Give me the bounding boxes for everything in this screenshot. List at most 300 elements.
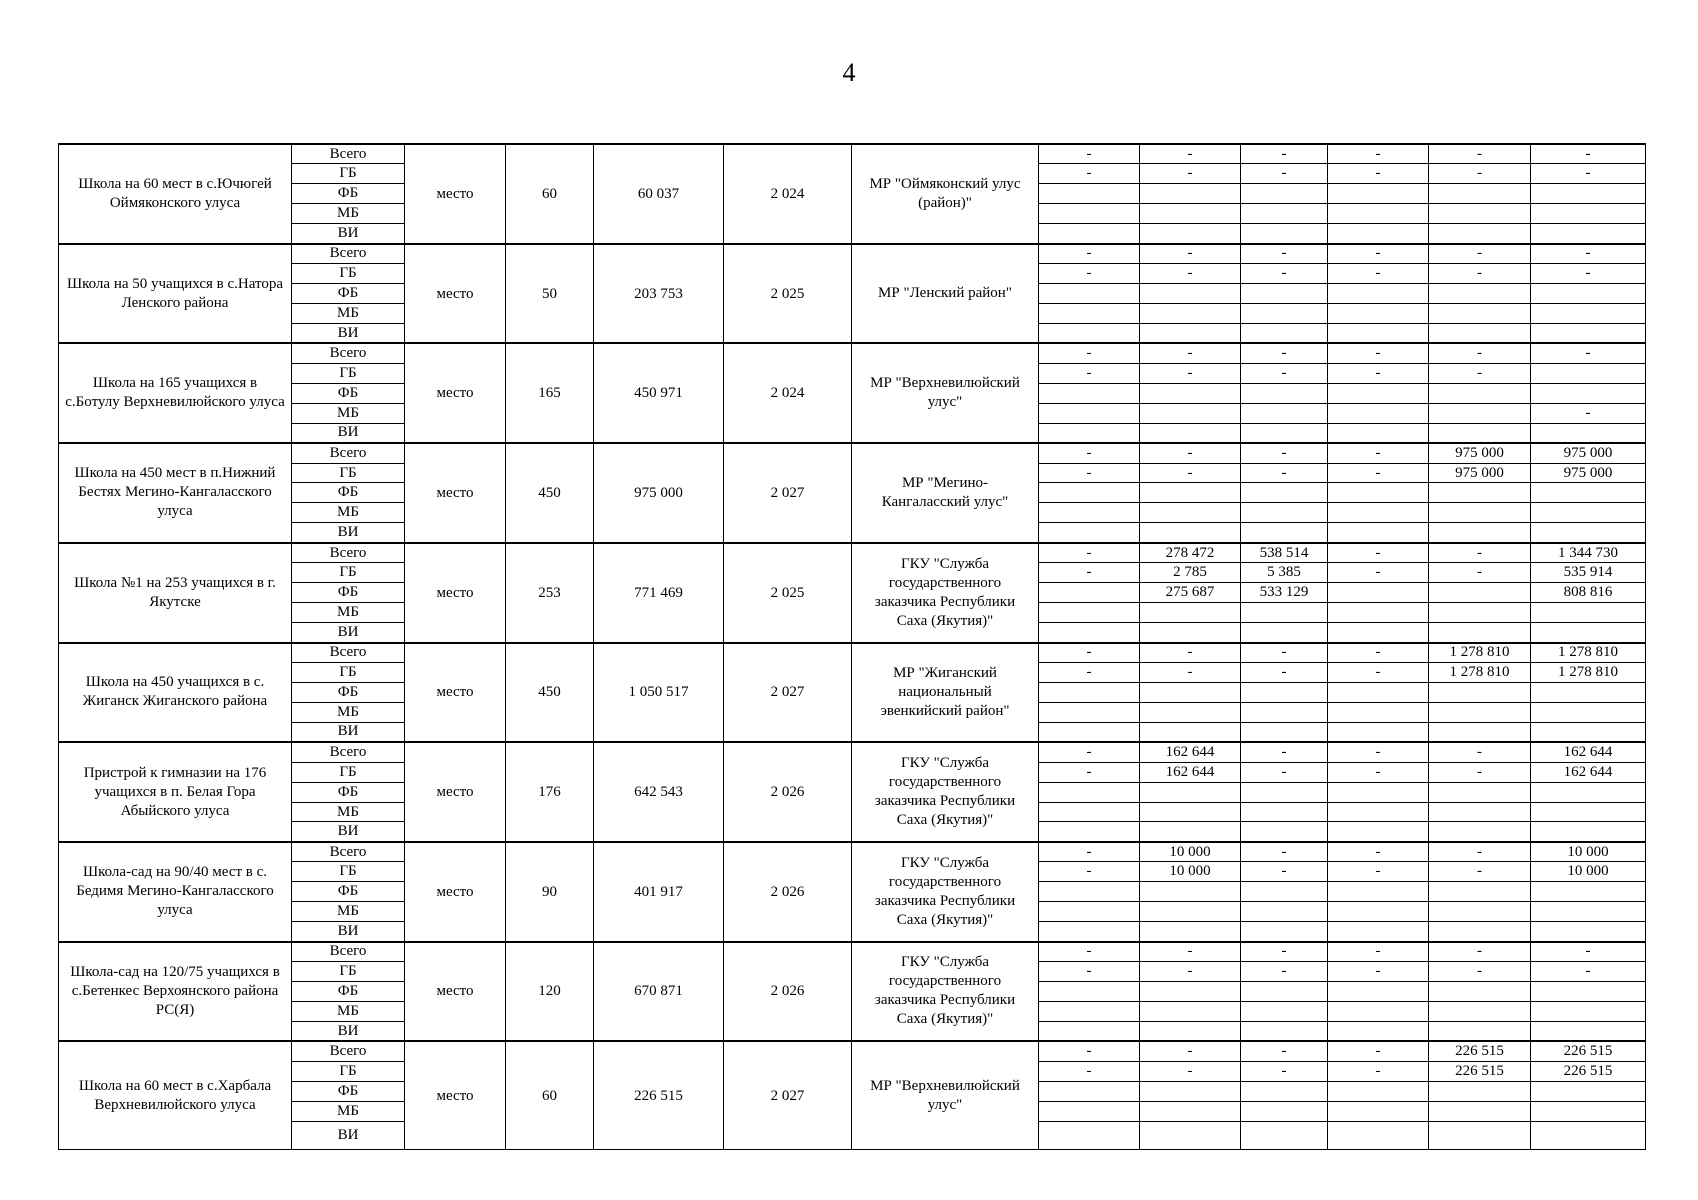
project-group bbox=[59, 543, 1646, 643]
value-cell: - bbox=[1328, 343, 1429, 363]
funding-source: Всего bbox=[292, 1041, 405, 1061]
value-cell bbox=[1039, 423, 1140, 443]
value-cell bbox=[1241, 383, 1328, 403]
value-cell: - bbox=[1429, 942, 1531, 962]
funding-source: ФБ bbox=[292, 1081, 405, 1101]
value-cell: - bbox=[1328, 643, 1429, 663]
value-cell bbox=[1241, 204, 1328, 224]
value-cell bbox=[1241, 284, 1328, 304]
funding-source: ВИ bbox=[292, 423, 405, 443]
value-cell bbox=[1429, 503, 1531, 523]
value-cell bbox=[1241, 523, 1328, 543]
value-cell bbox=[1140, 902, 1241, 922]
value-cell bbox=[1328, 1001, 1429, 1021]
value-cell: - bbox=[1039, 543, 1140, 563]
value-cell bbox=[1241, 922, 1328, 942]
value-cell bbox=[1328, 284, 1429, 304]
customer-cell: МР "Жиганский национальный эвенкийский район" bbox=[852, 643, 1039, 743]
value-cell: - bbox=[1039, 244, 1140, 264]
year-cell: 2 026 bbox=[724, 842, 852, 942]
value-cell: 10 000 bbox=[1531, 862, 1646, 882]
value-cell: - bbox=[1241, 862, 1328, 882]
value-cell: - bbox=[1241, 264, 1328, 284]
funding-source: МБ bbox=[292, 902, 405, 922]
year-cell: 2 026 bbox=[724, 742, 852, 842]
value-cell bbox=[1140, 702, 1241, 722]
value-cell bbox=[1241, 802, 1328, 822]
value-cell bbox=[1328, 982, 1429, 1002]
value-cell bbox=[1140, 184, 1241, 204]
value-cell: 535 914 bbox=[1531, 563, 1646, 583]
value-cell bbox=[1241, 603, 1328, 623]
value-cell: - bbox=[1039, 443, 1140, 463]
unit-cell: место bbox=[405, 942, 506, 1042]
value-cell: - bbox=[1531, 962, 1646, 982]
value-cell: 226 515 bbox=[1531, 1061, 1646, 1081]
value-cell: - bbox=[1328, 543, 1429, 563]
project-name: Пристрой к гимназии на 176 учащихся в п. Белая Гора Абыйского улуса bbox=[59, 742, 292, 842]
value-cell: 162 644 bbox=[1531, 742, 1646, 762]
value-cell: 1 344 730 bbox=[1531, 543, 1646, 563]
project-group bbox=[59, 343, 1646, 443]
value-cell: - bbox=[1039, 842, 1140, 862]
value-cell bbox=[1241, 224, 1328, 244]
value-cell bbox=[1429, 702, 1531, 722]
value-cell bbox=[1531, 682, 1646, 702]
value-cell bbox=[1429, 403, 1531, 423]
value-cell bbox=[1039, 1001, 1140, 1021]
value-cell bbox=[1039, 523, 1140, 543]
value-cell bbox=[1429, 922, 1531, 942]
value-cell: 10 000 bbox=[1140, 862, 1241, 882]
value-cell: 162 644 bbox=[1531, 762, 1646, 782]
value-cell: - bbox=[1241, 443, 1328, 463]
value-cell bbox=[1328, 204, 1429, 224]
value-cell bbox=[1241, 1001, 1328, 1021]
value-cell: 10 000 bbox=[1531, 842, 1646, 862]
value-cell bbox=[1429, 1101, 1531, 1121]
year-cell: 2 024 bbox=[724, 343, 852, 443]
value-cell: - bbox=[1531, 942, 1646, 962]
value-cell bbox=[1531, 383, 1646, 403]
value-cell: - bbox=[1328, 742, 1429, 762]
cost-cell: 203 753 bbox=[594, 244, 724, 344]
value-cell: - bbox=[1328, 762, 1429, 782]
value-cell: 975 000 bbox=[1429, 443, 1531, 463]
value-cell bbox=[1140, 882, 1241, 902]
value-cell bbox=[1241, 982, 1328, 1002]
value-cell bbox=[1531, 284, 1646, 304]
value-cell bbox=[1140, 503, 1241, 523]
value-cell bbox=[1531, 184, 1646, 204]
value-cell: - bbox=[1241, 144, 1328, 164]
funding-source: ФБ bbox=[292, 982, 405, 1002]
capacity-cell: 176 bbox=[506, 742, 594, 842]
value-cell bbox=[1241, 423, 1328, 443]
value-cell bbox=[1039, 802, 1140, 822]
value-cell: - bbox=[1328, 1041, 1429, 1061]
project-name: Школа №1 на 253 учащихся в г. Якутске bbox=[59, 543, 292, 643]
value-cell bbox=[1140, 224, 1241, 244]
value-cell: 1 278 810 bbox=[1429, 643, 1531, 663]
capacity-cell: 450 bbox=[506, 443, 594, 543]
value-cell: 278 472 bbox=[1140, 543, 1241, 563]
value-cell: - bbox=[1241, 463, 1328, 483]
value-cell bbox=[1039, 224, 1140, 244]
value-cell bbox=[1328, 702, 1429, 722]
value-cell bbox=[1241, 882, 1328, 902]
value-cell: - bbox=[1039, 1061, 1140, 1081]
value-cell bbox=[1328, 603, 1429, 623]
value-cell bbox=[1039, 583, 1140, 603]
value-cell bbox=[1140, 782, 1241, 802]
value-cell: - bbox=[1429, 264, 1531, 284]
customer-cell: МР "Верхневилюйский улус" bbox=[852, 343, 1039, 443]
value-cell bbox=[1140, 284, 1241, 304]
customer-cell: МР "Мегино-Кангаласский улус" bbox=[852, 443, 1039, 543]
value-cell bbox=[1039, 1101, 1140, 1121]
funding-source: ГБ bbox=[292, 962, 405, 982]
cost-cell: 1 050 517 bbox=[594, 643, 724, 743]
funding-source: Всего bbox=[292, 443, 405, 463]
value-cell bbox=[1531, 922, 1646, 942]
funding-source: МБ bbox=[292, 503, 405, 523]
value-cell bbox=[1140, 802, 1241, 822]
value-cell: - bbox=[1241, 643, 1328, 663]
value-cell: - bbox=[1140, 463, 1241, 483]
value-cell: - bbox=[1328, 264, 1429, 284]
value-cell bbox=[1328, 304, 1429, 324]
value-cell bbox=[1328, 882, 1429, 902]
funding-source: МБ bbox=[292, 702, 405, 722]
value-cell: - bbox=[1328, 862, 1429, 882]
year-cell: 2 027 bbox=[724, 1041, 852, 1149]
value-cell bbox=[1429, 1021, 1531, 1041]
value-cell: - bbox=[1328, 942, 1429, 962]
funding-source: МБ bbox=[292, 1101, 405, 1121]
value-cell: - bbox=[1429, 842, 1531, 862]
value-cell bbox=[1328, 323, 1429, 343]
value-cell: - bbox=[1328, 563, 1429, 583]
funding-source: ВИ bbox=[292, 1021, 405, 1041]
value-cell: - bbox=[1140, 1061, 1241, 1081]
value-cell bbox=[1039, 603, 1140, 623]
value-cell bbox=[1429, 722, 1531, 742]
customer-cell: МР "Оймяконский улус (район)" bbox=[852, 144, 1039, 244]
funding-source: МБ bbox=[292, 1001, 405, 1021]
value-cell bbox=[1429, 822, 1531, 842]
funding-source: Всего bbox=[292, 343, 405, 363]
value-cell bbox=[1039, 204, 1140, 224]
value-cell bbox=[1039, 323, 1140, 343]
value-cell bbox=[1241, 503, 1328, 523]
funding-source: Всего bbox=[292, 842, 405, 862]
value-cell bbox=[1531, 1081, 1646, 1101]
value-cell: 533 129 bbox=[1241, 583, 1328, 603]
value-cell: - bbox=[1140, 942, 1241, 962]
table-row bbox=[59, 742, 1646, 762]
value-cell: 275 687 bbox=[1140, 583, 1241, 603]
project-group bbox=[59, 742, 1646, 842]
value-cell: - bbox=[1328, 842, 1429, 862]
unit-cell: место bbox=[405, 443, 506, 543]
value-cell bbox=[1039, 702, 1140, 722]
value-cell: - bbox=[1328, 443, 1429, 463]
value-cell bbox=[1140, 623, 1241, 643]
value-cell bbox=[1531, 323, 1646, 343]
value-cell bbox=[1429, 284, 1531, 304]
value-cell bbox=[1039, 184, 1140, 204]
value-cell bbox=[1241, 1121, 1328, 1149]
funding-source: ГБ bbox=[292, 862, 405, 882]
value-cell: - bbox=[1241, 244, 1328, 264]
value-cell bbox=[1140, 1081, 1241, 1101]
funding-source: ВИ bbox=[292, 623, 405, 643]
value-cell: 162 644 bbox=[1140, 762, 1241, 782]
value-cell: 162 644 bbox=[1140, 742, 1241, 762]
cost-cell: 401 917 bbox=[594, 842, 724, 942]
value-cell bbox=[1039, 822, 1140, 842]
value-cell: - bbox=[1429, 762, 1531, 782]
project-group bbox=[59, 643, 1646, 743]
value-cell bbox=[1429, 1081, 1531, 1101]
value-cell bbox=[1429, 882, 1531, 902]
funding-source: ГБ bbox=[292, 762, 405, 782]
unit-cell: место bbox=[405, 842, 506, 942]
value-cell: - bbox=[1140, 962, 1241, 982]
capacity-cell: 120 bbox=[506, 942, 594, 1042]
funding-source: ФБ bbox=[292, 682, 405, 702]
cost-cell: 670 871 bbox=[594, 942, 724, 1042]
value-cell bbox=[1429, 304, 1531, 324]
funding-source: ГБ bbox=[292, 164, 405, 184]
value-cell: - bbox=[1241, 1061, 1328, 1081]
year-cell: 2 026 bbox=[724, 942, 852, 1042]
value-cell: - bbox=[1429, 543, 1531, 563]
value-cell bbox=[1039, 1021, 1140, 1041]
value-cell bbox=[1429, 583, 1531, 603]
value-cell bbox=[1039, 722, 1140, 742]
value-cell: - bbox=[1429, 742, 1531, 762]
value-cell bbox=[1328, 483, 1429, 503]
value-cell bbox=[1328, 902, 1429, 922]
value-cell bbox=[1140, 1121, 1241, 1149]
value-cell: 975 000 bbox=[1531, 443, 1646, 463]
year-cell: 2 025 bbox=[724, 244, 852, 344]
value-cell bbox=[1039, 503, 1140, 523]
value-cell: 226 515 bbox=[1531, 1041, 1646, 1061]
value-cell: - bbox=[1328, 363, 1429, 383]
project-name: Школа на 50 учащихся в с.Натора Ленского района bbox=[59, 244, 292, 344]
value-cell: - bbox=[1241, 662, 1328, 682]
value-cell bbox=[1328, 423, 1429, 443]
value-cell bbox=[1328, 403, 1429, 423]
value-cell: - bbox=[1328, 662, 1429, 682]
funding-source: ВИ bbox=[292, 922, 405, 942]
value-cell: - bbox=[1039, 862, 1140, 882]
funding-source: МБ bbox=[292, 304, 405, 324]
value-cell bbox=[1328, 184, 1429, 204]
value-cell bbox=[1328, 922, 1429, 942]
value-cell bbox=[1039, 403, 1140, 423]
value-cell bbox=[1241, 304, 1328, 324]
value-cell: - bbox=[1328, 1061, 1429, 1081]
value-cell bbox=[1531, 802, 1646, 822]
funding-source: ФБ bbox=[292, 383, 405, 403]
value-cell: - bbox=[1039, 264, 1140, 284]
value-cell: - bbox=[1039, 643, 1140, 663]
value-cell: - bbox=[1531, 343, 1646, 363]
value-cell: 975 000 bbox=[1531, 463, 1646, 483]
table-row bbox=[59, 244, 1646, 264]
value-cell bbox=[1328, 583, 1429, 603]
value-cell: - bbox=[1039, 942, 1140, 962]
value-cell bbox=[1531, 204, 1646, 224]
value-cell: 1 278 810 bbox=[1429, 662, 1531, 682]
value-cell: - bbox=[1531, 244, 1646, 264]
value-cell bbox=[1531, 623, 1646, 643]
value-cell: - bbox=[1328, 164, 1429, 184]
value-cell bbox=[1531, 1001, 1646, 1021]
value-cell bbox=[1429, 802, 1531, 822]
project-name: Школа на 165 учащихся в с.Ботулу Верхневилюйского улуса bbox=[59, 343, 292, 443]
value-cell: 226 515 bbox=[1429, 1061, 1531, 1081]
value-cell bbox=[1531, 363, 1646, 383]
value-cell bbox=[1531, 722, 1646, 742]
funding-source: МБ bbox=[292, 603, 405, 623]
capacity-cell: 253 bbox=[506, 543, 594, 643]
value-cell bbox=[1328, 682, 1429, 702]
value-cell: 226 515 bbox=[1429, 1041, 1531, 1061]
value-cell bbox=[1039, 922, 1140, 942]
value-cell: - bbox=[1328, 144, 1429, 164]
value-cell: - bbox=[1241, 762, 1328, 782]
value-cell bbox=[1328, 1021, 1429, 1041]
table-row bbox=[59, 1041, 1646, 1061]
project-group bbox=[59, 942, 1646, 1042]
year-cell: 2 025 bbox=[724, 543, 852, 643]
funding-source: ВИ bbox=[292, 224, 405, 244]
value-cell bbox=[1429, 682, 1531, 702]
value-cell bbox=[1328, 623, 1429, 643]
value-cell bbox=[1039, 882, 1140, 902]
project-name: Школа-сад на 120/75 учащихся в с.Бетенкес Верхоянского района РС(Я) bbox=[59, 942, 292, 1042]
value-cell bbox=[1241, 1081, 1328, 1101]
value-cell bbox=[1241, 822, 1328, 842]
value-cell bbox=[1429, 623, 1531, 643]
cost-cell: 226 515 bbox=[594, 1041, 724, 1149]
value-cell bbox=[1241, 483, 1328, 503]
value-cell bbox=[1328, 1081, 1429, 1101]
value-cell bbox=[1241, 1021, 1328, 1041]
table-row bbox=[59, 942, 1646, 962]
capacity-cell: 60 bbox=[506, 144, 594, 244]
unit-cell: место bbox=[405, 742, 506, 842]
table-row bbox=[59, 842, 1646, 862]
value-cell bbox=[1328, 722, 1429, 742]
value-cell bbox=[1429, 603, 1531, 623]
value-cell bbox=[1531, 603, 1646, 623]
value-cell: - bbox=[1429, 363, 1531, 383]
value-cell: - bbox=[1531, 264, 1646, 284]
funding-source: ВИ bbox=[292, 722, 405, 742]
value-cell bbox=[1140, 982, 1241, 1002]
value-cell bbox=[1241, 403, 1328, 423]
value-cell: - bbox=[1328, 962, 1429, 982]
value-cell bbox=[1429, 323, 1531, 343]
funding-source: ФБ bbox=[292, 284, 405, 304]
value-cell: 808 816 bbox=[1531, 583, 1646, 603]
unit-cell: место bbox=[405, 643, 506, 743]
value-cell: - bbox=[1140, 144, 1241, 164]
value-cell bbox=[1241, 1101, 1328, 1121]
capacity-cell: 450 bbox=[506, 643, 594, 743]
project-group bbox=[59, 443, 1646, 543]
value-cell: - bbox=[1241, 363, 1328, 383]
project-name: Школа-сад на 90/40 мест в с. Бедимя Мегино-Кангаласского улуса bbox=[59, 842, 292, 942]
value-cell: - bbox=[1039, 144, 1140, 164]
funding-source: Всего bbox=[292, 742, 405, 762]
table-row bbox=[59, 343, 1646, 363]
value-cell bbox=[1140, 383, 1241, 403]
funding-source: ГБ bbox=[292, 1061, 405, 1081]
funding-source: ГБ bbox=[292, 563, 405, 583]
value-cell: - bbox=[1140, 443, 1241, 463]
funding-source: ВИ bbox=[292, 323, 405, 343]
funding-source: ГБ bbox=[292, 662, 405, 682]
funding-source: ФБ bbox=[292, 782, 405, 802]
value-cell bbox=[1241, 682, 1328, 702]
value-cell: - bbox=[1241, 942, 1328, 962]
value-cell: - bbox=[1039, 662, 1140, 682]
value-cell bbox=[1429, 383, 1531, 403]
project-group bbox=[59, 1041, 1646, 1149]
value-cell bbox=[1531, 1021, 1646, 1041]
unit-cell: место bbox=[405, 343, 506, 443]
value-cell bbox=[1531, 304, 1646, 324]
value-cell: - bbox=[1328, 463, 1429, 483]
project-group bbox=[59, 244, 1646, 344]
funding-source: ВИ bbox=[292, 1121, 405, 1149]
value-cell: - bbox=[1429, 862, 1531, 882]
value-cell: - bbox=[1241, 962, 1328, 982]
value-cell bbox=[1531, 882, 1646, 902]
funding-source: ФБ bbox=[292, 583, 405, 603]
customer-cell: ГКУ "Служба государственного заказчика Республики Саха (Якутия)" bbox=[852, 842, 1039, 942]
value-cell bbox=[1140, 483, 1241, 503]
value-cell: 1 278 810 bbox=[1531, 643, 1646, 663]
value-cell bbox=[1140, 722, 1241, 742]
value-cell bbox=[1140, 423, 1241, 443]
value-cell bbox=[1429, 523, 1531, 543]
value-cell bbox=[1241, 184, 1328, 204]
value-cell: - bbox=[1241, 164, 1328, 184]
unit-cell: место bbox=[405, 144, 506, 244]
cost-cell: 642 543 bbox=[594, 742, 724, 842]
project-group bbox=[59, 842, 1646, 942]
customer-cell: ГКУ "Служба государственного заказчика Республики Саха (Якутия)" bbox=[852, 942, 1039, 1042]
value-cell: - bbox=[1429, 343, 1531, 363]
value-cell bbox=[1531, 1101, 1646, 1121]
funding-source: МБ bbox=[292, 802, 405, 822]
value-cell bbox=[1140, 1101, 1241, 1121]
value-cell: - bbox=[1039, 742, 1140, 762]
capacity-cell: 60 bbox=[506, 1041, 594, 1149]
value-cell bbox=[1531, 982, 1646, 1002]
unit-cell: место bbox=[405, 1041, 506, 1149]
unit-cell: место bbox=[405, 244, 506, 344]
table-row bbox=[59, 643, 1646, 663]
